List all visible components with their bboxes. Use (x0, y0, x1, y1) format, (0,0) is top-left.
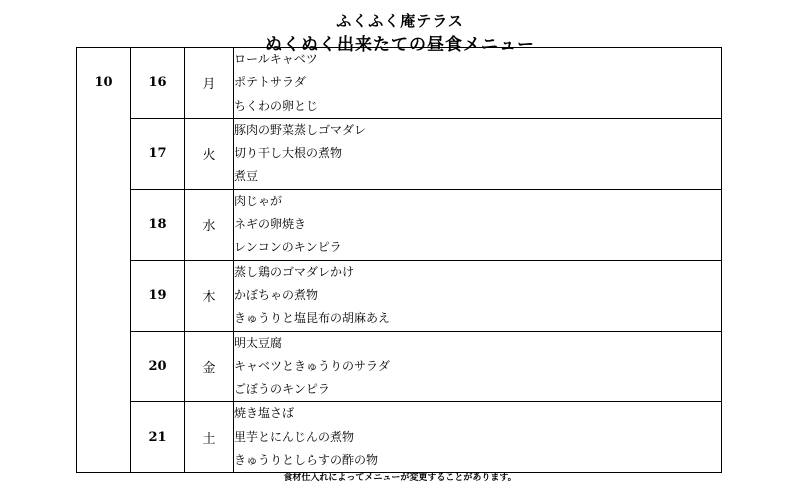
menu-row (77, 402, 722, 473)
menu-row (77, 118, 722, 189)
menu-title: ぬくぬく出来たての昼食メニュー (265, 35, 535, 55)
dishes-cell (234, 331, 722, 402)
menu-row (77, 189, 722, 260)
dishes-cell (234, 118, 722, 189)
day-cell: 18 (131, 189, 185, 260)
weekday-cell: 木 (185, 260, 234, 331)
dish-item: きゅうりと塩昆布の胡麻あえ (234, 311, 391, 326)
dish-item: ちくわの卵とじ (234, 98, 319, 113)
menu-body (77, 48, 722, 473)
dish-item: キャベツときゅうりのサラダ (234, 358, 390, 373)
dish-item: 肉じゃが (234, 193, 283, 208)
weekday-cell: 水 (185, 189, 234, 260)
month-cell: 10 (77, 48, 131, 473)
menu-change-note: 食材仕入れによってメニューが変更することがあります。 (283, 473, 517, 483)
dish-item: ごぼうのキンピラ (234, 382, 330, 397)
store-name: ふくふく庵テラス (336, 12, 464, 30)
dish-item: 里芋とにんじんの煮物 (234, 429, 355, 444)
lunch-menu-table (76, 47, 722, 473)
weekday-cell: 金 (185, 331, 234, 402)
dish-item: 明太豆腐 (234, 335, 283, 350)
weekday-cell: 土 (185, 402, 234, 473)
weekday-cell: 月 (185, 48, 234, 119)
day-cell: 17 (131, 118, 185, 189)
dishes-cell (234, 48, 722, 119)
dish-item: かぼちゃの煮物 (234, 287, 319, 302)
dish-item: 切り干し大根の煮物 (234, 146, 343, 161)
menu-row (77, 331, 722, 402)
day-cell: 21 (131, 402, 185, 473)
weekday-cell: 火 (185, 118, 234, 189)
dishes-cell (234, 189, 722, 260)
menu-row (77, 260, 722, 331)
day-cell: 19 (131, 260, 185, 331)
dish-item: 焼き塩さば (234, 406, 295, 421)
dish-item: ネギの卵焼き (234, 217, 307, 232)
dishes-cell (234, 260, 722, 331)
dishes-cell (234, 402, 722, 473)
dish-item: ロールキャベツ (234, 52, 318, 66)
day-cell: 20 (131, 331, 185, 402)
dish-item: きゅうりとしらすの酢の物 (234, 453, 379, 468)
dish-item: 蒸し鶏のゴマダレかけ (234, 264, 355, 279)
dish-item: 豚肉の野菜蒸しゴマダレ (234, 122, 367, 137)
menu-row (77, 48, 722, 119)
day-cell: 16 (131, 48, 185, 119)
dish-item: レンコンのキンピラ (234, 240, 342, 255)
dish-item: 煮豆 (234, 169, 259, 184)
dish-item: ポテトサラダ (234, 75, 306, 90)
